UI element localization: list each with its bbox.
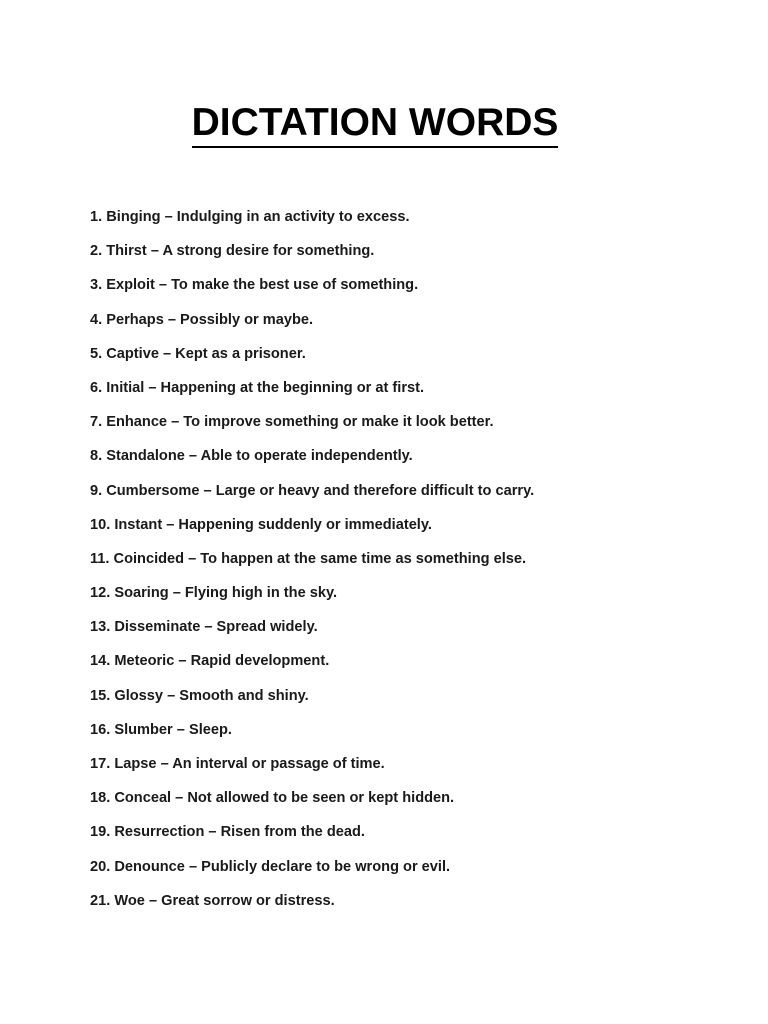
page-title-text: DICTATION WORDS <box>192 101 559 148</box>
list-item: 12. Soaring – Flying high in the sky. <box>90 585 338 602</box>
list-item: 1. Binging – Indulging in an activity to excess. <box>90 209 410 225</box>
list-item: 19. Resurrection – Risen from the dead. <box>90 824 365 841</box>
list-item: 18. Conceal – Not allowed to be seen or kept hidden. <box>90 790 455 807</box>
list-item: 16. Slumber – Sleep. <box>90 721 232 738</box>
list-item: 7. Enhance – To improve something or make it look better. <box>90 414 494 431</box>
list-item: 6. Initial – Happening at the beginning or at first. <box>90 379 425 396</box>
list-item: 20. Denounce – Publicly declare to be wrong or evil. <box>90 858 451 875</box>
list-item: 9. Cumbersome – Large or heavy and therefore difficult to carry. <box>90 482 535 499</box>
list-item: 17. Lapse – An interval or passage of time. <box>90 756 385 772</box>
list-item: 14. Meteoric – Rapid development. <box>90 653 330 670</box>
list-item: 8. Standalone – Able to operate independently. <box>90 448 413 465</box>
list-item: 2. Thirst – A strong desire for something. <box>90 243 375 260</box>
list-item: 15. Glossy – Smooth and shiny. <box>90 687 309 704</box>
page-title <box>0 98 750 148</box>
list-item: 11. Coincided – To happen at the same time as something else. <box>90 550 527 567</box>
dictation-word-list <box>90 206 750 924</box>
list-item: 13. Disseminate – Spread widely. <box>90 619 318 636</box>
list-item: 3. Exploit – To make the best use of something. <box>90 277 419 294</box>
list-item: 10. Instant – Happening suddenly or immediately. <box>90 516 432 533</box>
list-item: 4. Perhaps – Possibly or maybe. <box>90 311 314 328</box>
list-item: 5. Captive – Kept as a prisoner. <box>90 345 306 362</box>
list-item: 21. Woe – Great sorrow or distress. <box>90 892 335 909</box>
